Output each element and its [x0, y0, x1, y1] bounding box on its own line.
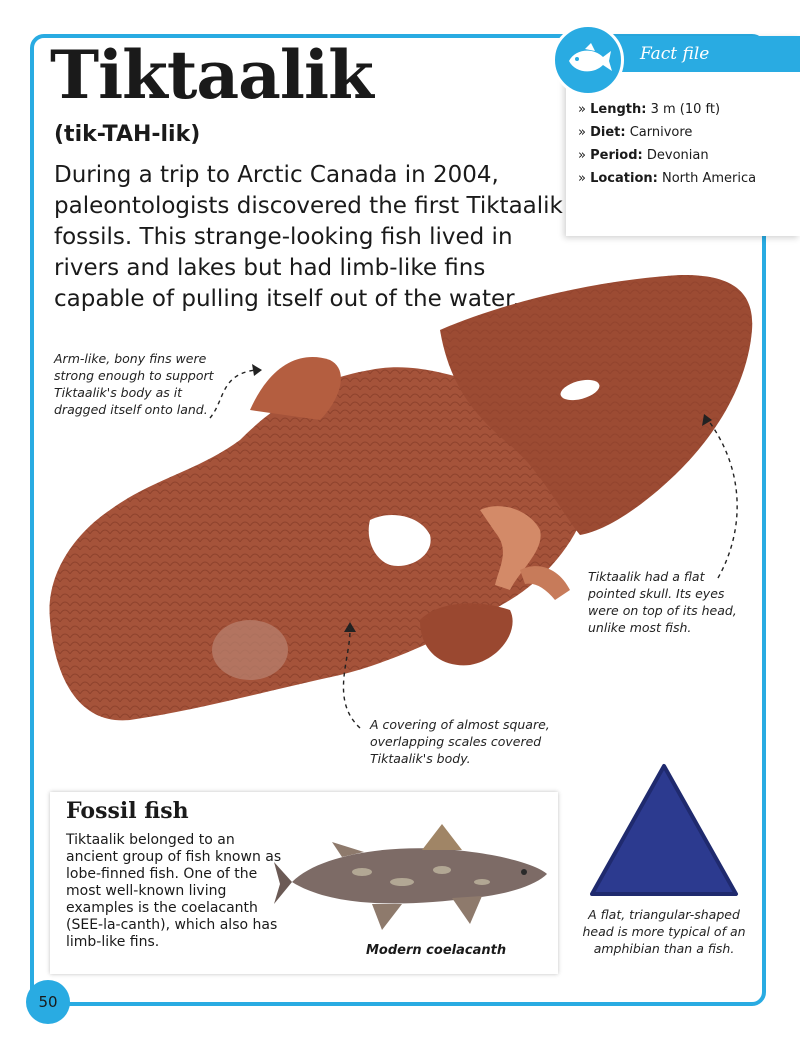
fish-icon [552, 24, 624, 96]
fossil-fish-box [50, 792, 558, 974]
coelacanth-image [272, 812, 552, 942]
tiktaalik-fossil-image [40, 270, 760, 740]
fact-label: Length: [590, 102, 647, 117]
fact-label: Diet: [590, 125, 626, 140]
fact-label: Location: [590, 171, 658, 186]
fact-file-panel [566, 36, 800, 236]
fact-file-list [578, 98, 756, 190]
fossil-fish-text: Tiktaalik belonged to an ancient group of fish known as lobe-finned fish. One of the most well-known living examples is the coelacanth (SEE-la-canth), which also has limb-like fins. [66, 832, 282, 950]
caption-head: A flat, triangular-shaped head is more typical of an amphibian than a fish. [582, 907, 746, 956]
fossil-fish-heading: Fossil fish [66, 798, 189, 824]
page-number: 50 [26, 980, 70, 1024]
fact-value: North America [661, 171, 757, 186]
fact-label: Period: [590, 148, 643, 163]
fact-value: Devonian [646, 148, 709, 163]
intro-text: During a trip to Arctic Canada in 2004, paleontologists discovered the first Tiktaalik fossils. This strange-looking fish lived in rivers and lakes but had limb-like fins capable of pulling itself out of the water. [54, 162, 563, 312]
triangle-head-shape [586, 760, 742, 900]
pronunciation: (tik-TAH-lik) [54, 122, 201, 147]
fact-value: 3 m (10 ft) [650, 102, 721, 117]
caption-scales: A covering of almost square, overlapping scales covered Tiktaalik's body. [370, 717, 550, 766]
fact-file-title: Fact file [640, 44, 710, 64]
fact-item-length: » Length: 3 m (10 ft) [578, 102, 721, 117]
fact-item-diet: » Diet: Carnivore [578, 125, 693, 140]
fact-item-location: » Location: North America [578, 171, 757, 186]
coelacanth-label: Modern coelacanth [366, 943, 507, 958]
caption-skull: Tiktaalik had a flat pointed skull. Its eyes were on top of its head, unlike most fish. [588, 569, 737, 635]
fact-item-period: » Period: Devonian [578, 148, 709, 163]
page-title: Tiktaalik [50, 36, 373, 114]
fact-value: Carnivore [629, 125, 693, 140]
caption-fins: Arm-like, bony fins were strong enough to support Tiktaalik's body as it dragged itself onto land. [54, 351, 214, 417]
